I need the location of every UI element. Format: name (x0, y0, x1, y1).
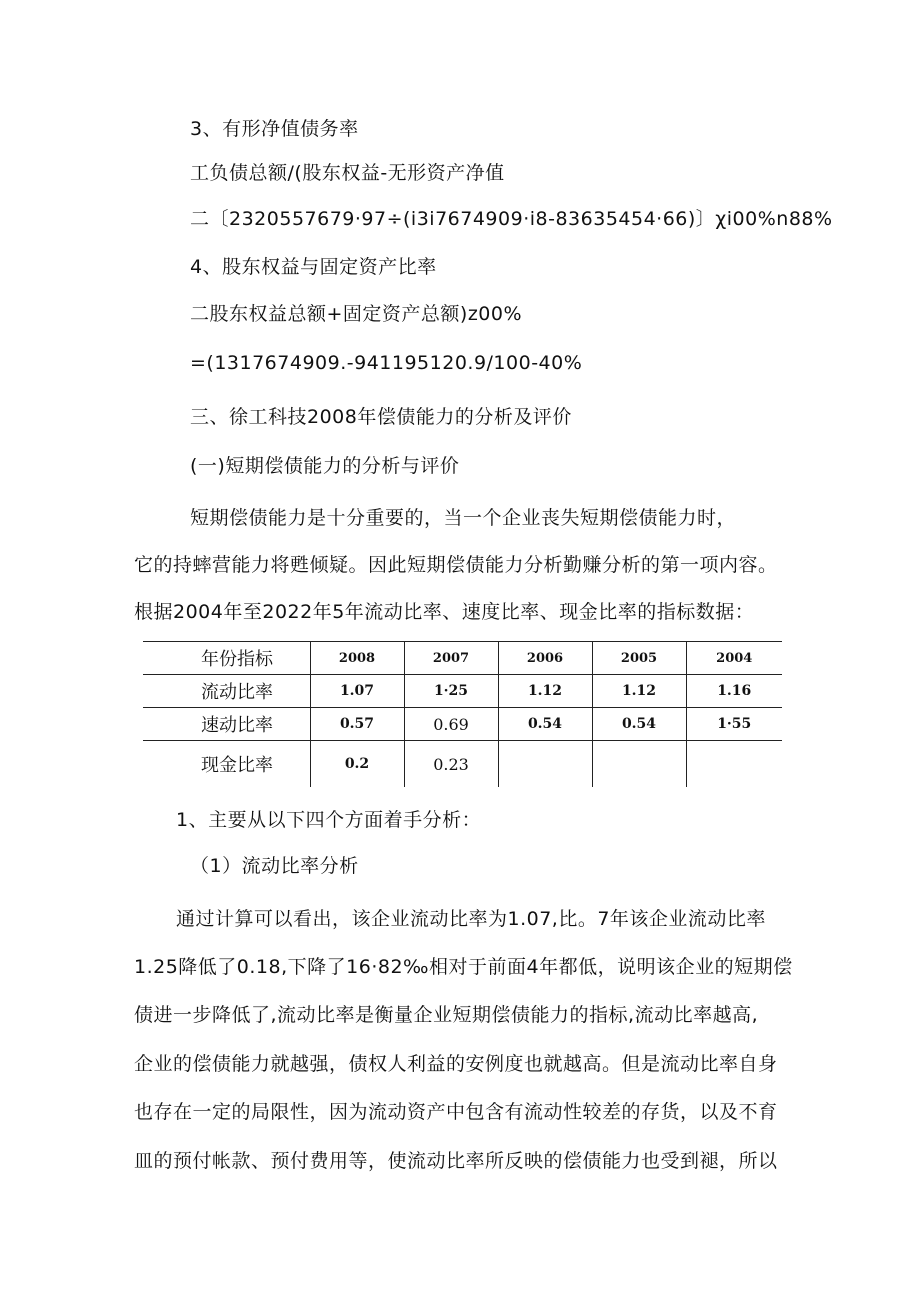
header-cell-year: 2006 (498, 642, 592, 675)
header-cell-year: 2004 (686, 642, 782, 675)
paragraph-line: 通过计算可以看出，该企业流动比率为1.07,比。7年该企业流动比率 (176, 908, 766, 930)
ratio-table (143, 641, 782, 787)
table-row (143, 741, 782, 788)
table-cell: 0.2 (310, 741, 404, 788)
table-cell (686, 741, 782, 788)
subsection-heading: （1）流动比率分析 (190, 855, 359, 877)
paragraph-line: 企业的偿债能力就越强，债权人利益的安例度也就越高。但是流动比率自身 (134, 1053, 778, 1075)
table-cell: 1.12 (592, 675, 686, 708)
row-label-cash-ratio: 现金比率 (143, 741, 310, 788)
table-cell: 0.69 (404, 708, 498, 741)
paragraph-line: 债进一步降低了,流动比率是衡量企业短期偿债能力的指标,流动比率越高, (134, 1004, 759, 1026)
paragraph-line: 皿的预付帐款、预付费用等，使流动比率所反映的偿债能力也受到褪，所以 (134, 1150, 778, 1172)
paragraph-line: 根据2004年至2022年5年流动比率、速度比率、现金比率的指标数据： (134, 601, 755, 623)
table-cell: 1·55 (686, 708, 782, 741)
chapter-heading: 三、徐工科技2008年偿债能力的分析及评价 (190, 406, 572, 428)
section-heading-tangible-net-debt-ratio: 3、有形净值债务率 (190, 118, 359, 140)
paragraph-line: 它的持蟀营能力将甦倾疑。因此短期偿债能力分析勤赚分析的第一项内容。 (134, 554, 778, 576)
section-heading-equity-fixed-asset-ratio: 4、股东权益与固定资产比率 (190, 256, 437, 278)
table-cell: 0.23 (404, 741, 498, 788)
header-cell-year: 2007 (404, 642, 498, 675)
formula-line: 工负债总额/(股东权益-无形资产净值 (190, 162, 505, 184)
table-cell: 1.16 (686, 675, 782, 708)
row-label-quick-ratio: 速动比率 (143, 708, 310, 741)
formula-line: 二〔2320557679·97÷(i3i7674909·i8-83635454·66)〕χi00%n88% (190, 208, 833, 230)
subsection-heading: (一)短期偿债能力的分析与评价 (190, 455, 460, 477)
formula-line: 二股东权益总额+固定资产总额)z00% (190, 303, 523, 325)
table-cell: 1.12 (498, 675, 592, 708)
formula-line: =(1317674909.-941195120.9/100-40% (190, 352, 583, 374)
header-cell-indicator: 年份指标 (143, 642, 310, 675)
table-cell (592, 741, 686, 788)
list-heading: 1、主要从以下四个方面着手分析： (176, 809, 482, 831)
header-cell-year: 2008 (310, 642, 404, 675)
table-row (143, 675, 782, 708)
paragraph-line: 也存在一定的局限性，因为流动资产中包含有流动性较差的存货，以及不育 (134, 1101, 778, 1123)
row-label-current-ratio: 流动比率 (143, 675, 310, 708)
header-cell-year: 2005 (592, 642, 686, 675)
paragraph-line: 短期偿债能力是十分重要的，当一个企业丧失短期偿债能力时， (190, 507, 737, 529)
table-cell: 0.54 (592, 708, 686, 741)
table-header-row (143, 642, 782, 675)
table-row (143, 708, 782, 741)
table-cell: 0.57 (310, 708, 404, 741)
table-cell (498, 741, 592, 788)
table-cell: 0.54 (498, 708, 592, 741)
paragraph-line: 1.25降低了0.18,下降了16·82‰相对于前面4年都低，说明该企业的短期偿 (134, 956, 793, 978)
table-cell: 1.07 (310, 675, 404, 708)
table-cell: 1·25 (404, 675, 498, 708)
